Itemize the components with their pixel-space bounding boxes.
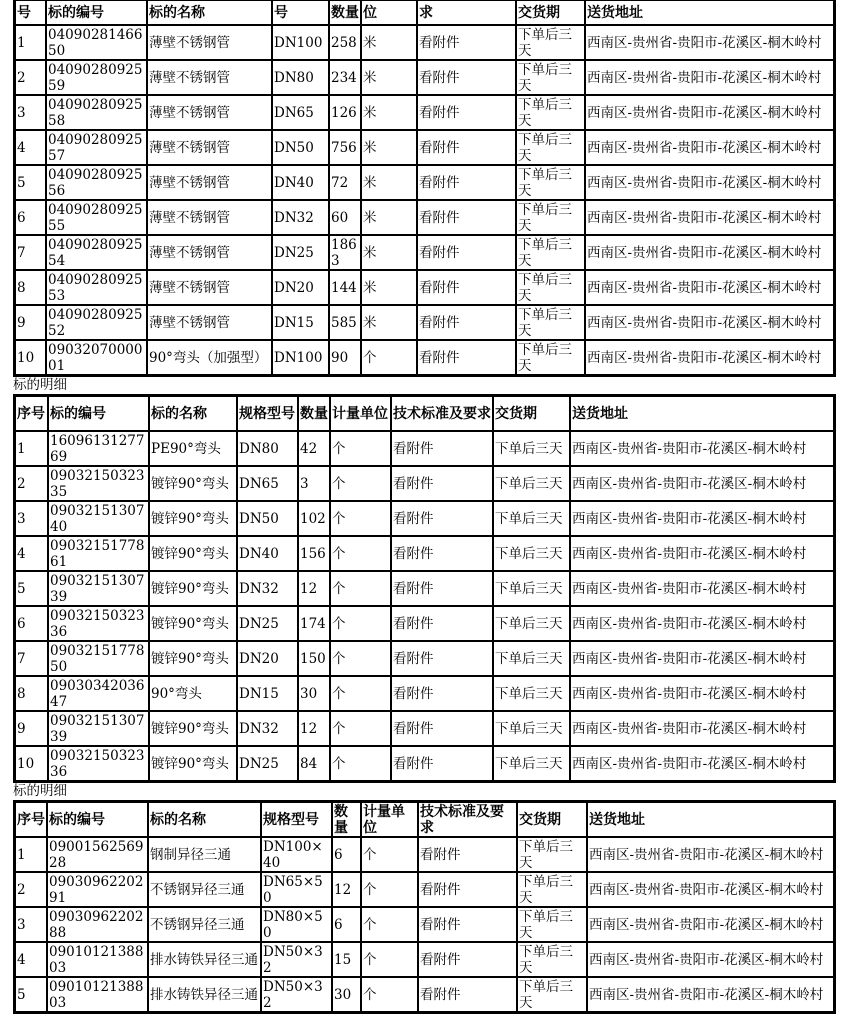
row-number-cell: 2 (15, 872, 47, 907)
item-code-cell: 0903215130740 (48, 501, 149, 536)
row-number-cell: 7 (15, 235, 46, 270)
unit-cell: 米 (361, 165, 417, 200)
table-row (15, 25, 834, 60)
row-number-cell: 10 (15, 340, 46, 375)
spec-model-cell: DN40 (272, 165, 329, 200)
unit-cell: 个 (330, 676, 391, 711)
item-code-cell: 0409028092559 (46, 60, 147, 95)
delivery-period-cell: 下单后三天 (493, 501, 570, 536)
table-row (15, 130, 834, 165)
unit-cell: 米 (361, 305, 417, 340)
delivery-address-cell: 西南区-贵州省-贵阳市-花溪区-桐木岭村 (570, 676, 834, 711)
spec-model-cell: DN80 (237, 431, 298, 466)
spec-model-cell: DN100 (272, 340, 329, 375)
quantity-cell: 174 (298, 606, 330, 641)
spec-model-cell: DN40 (237, 536, 298, 571)
table-row (15, 305, 834, 340)
spec-model-cell: DN65 (237, 466, 298, 501)
section-caption: 标的明细 (13, 377, 67, 393)
row-number-cell: 1 (15, 837, 47, 872)
item-code-cell: 0409028092558 (46, 95, 147, 130)
row-number-cell: 7 (15, 641, 48, 676)
delivery-address-cell: 西南区-贵州省-贵阳市-花溪区-桐木岭村 (585, 95, 834, 130)
spec-model-cell: DN65×50 (261, 872, 332, 907)
unit-cell: 个 (361, 340, 417, 375)
delivery-period-cell: 下单后三天 (516, 165, 585, 200)
detail-table-1 (13, 0, 836, 377)
item-name-cell: 镀锌90°弯头 (149, 501, 237, 536)
delivery-address-cell: 西南区-贵州省-贵阳市-花溪区-桐木岭村 (585, 60, 834, 95)
row-number-cell: 2 (15, 466, 48, 501)
unit-cell: 个 (330, 501, 391, 536)
row-number-cell: 5 (15, 977, 47, 1012)
table-row (15, 501, 834, 536)
item-name-cell: 薄壁不锈钢管 (147, 305, 272, 340)
item-name-cell: 不锈钢异径三通 (148, 872, 261, 907)
row-number-cell: 5 (15, 165, 46, 200)
quantity-cell: 156 (298, 536, 330, 571)
spec-model-cell: DN50 (237, 501, 298, 536)
item-code-cell: 0903096220288 (47, 907, 148, 942)
row-number-cell: 6 (15, 200, 46, 235)
item-code-cell: 0409028092553 (46, 270, 147, 305)
table-header-row (15, 396, 834, 431)
item-code-cell: 0903215130739 (48, 711, 149, 746)
header-cell: 标的编号 (47, 802, 148, 837)
tech-requirement-cell: 看附件 (417, 235, 516, 270)
spec-model-cell: DN32 (272, 200, 329, 235)
delivery-address-cell: 西南区-贵州省-贵阳市-花溪区-桐木岭村 (570, 746, 834, 781)
delivery-address-cell: 西南区-贵州省-贵阳市-花溪区-桐木岭村 (570, 536, 834, 571)
table-row (15, 235, 834, 270)
item-code-cell: 0903096220291 (47, 872, 148, 907)
delivery-address-cell: 西南区-贵州省-贵阳市-花溪区-桐木岭村 (585, 25, 834, 60)
header-cell: 位 (361, 0, 417, 25)
item-name-cell: 薄壁不锈钢管 (147, 165, 272, 200)
tech-requirement-cell: 看附件 (417, 165, 516, 200)
header-cell: 交货期 (493, 396, 570, 431)
item-code-cell: 0903215032336 (48, 746, 149, 781)
item-name-cell: 镀锌90°弯头 (149, 711, 237, 746)
item-name-cell: 镀锌90°弯头 (149, 571, 237, 606)
item-code-cell: 0900156256928 (47, 837, 148, 872)
delivery-address-cell: 西南区-贵州省-贵阳市-花溪区-桐木岭村 (587, 942, 834, 977)
header-cell: 序号 (15, 802, 47, 837)
quantity-cell: 258 (329, 25, 361, 60)
delivery-period-cell: 下单后三天 (493, 536, 570, 571)
quantity-cell: 15 (332, 942, 361, 977)
quantity-cell: 126 (329, 95, 361, 130)
header-cell: 标的名称 (147, 0, 272, 25)
quantity-cell: 90 (329, 340, 361, 375)
delivery-address-cell: 西南区-贵州省-贵阳市-花溪区-桐木岭村 (587, 872, 834, 907)
item-name-cell: 薄壁不锈钢管 (147, 270, 272, 305)
header-cell: 送货地址 (587, 802, 834, 837)
item-name-cell: 90°弯头 (149, 676, 237, 711)
spec-model-cell: DN65 (272, 95, 329, 130)
delivery-period-cell: 下单后三天 (493, 571, 570, 606)
unit-cell: 个 (330, 641, 391, 676)
delivery-address-cell: 西南区-贵州省-贵阳市-花溪区-桐木岭村 (570, 501, 834, 536)
delivery-address-cell: 西南区-贵州省-贵阳市-花溪区-桐木岭村 (570, 571, 834, 606)
unit-cell: 米 (361, 200, 417, 235)
item-name-cell: 镀锌90°弯头 (149, 606, 237, 641)
table-row (15, 270, 834, 305)
item-name-cell: 镀锌90°弯头 (149, 466, 237, 501)
table-row (15, 200, 834, 235)
delivery-period-cell: 下单后三天 (517, 907, 587, 942)
row-number-cell: 8 (15, 270, 46, 305)
table-row (15, 606, 834, 641)
row-number-cell: 3 (15, 95, 46, 130)
header-cell: 计量单位 (361, 802, 418, 837)
delivery-address-cell: 西南区-贵州省-贵阳市-花溪区-桐木岭村 (585, 305, 834, 340)
tech-requirement-cell: 看附件 (391, 431, 493, 466)
header-cell: 计量单位 (330, 396, 391, 431)
item-name-cell: 排水铸铁异径三通 (148, 977, 261, 1012)
unit-cell: 米 (361, 95, 417, 130)
table-row (15, 60, 834, 95)
header-cell: 规格型号 (261, 802, 332, 837)
row-number-cell: 1 (15, 431, 48, 466)
header-cell: 数量 (332, 802, 361, 837)
delivery-address-cell: 西南区-贵州省-贵阳市-花溪区-桐木岭村 (570, 606, 834, 641)
unit-cell: 个 (330, 431, 391, 466)
delivery-period-cell: 下单后三天 (517, 837, 587, 872)
delivery-period-cell: 下单后三天 (516, 270, 585, 305)
unit-cell: 个 (330, 571, 391, 606)
item-name-cell: 镀锌90°弯头 (149, 641, 237, 676)
delivery-period-cell: 下单后三天 (493, 746, 570, 781)
tech-requirement-cell: 看附件 (417, 60, 516, 95)
item-code-cell: 0903215032335 (48, 466, 149, 501)
item-code-cell: 0903215130739 (48, 571, 149, 606)
table-row (15, 676, 834, 711)
table-row (15, 977, 834, 1012)
delivery-period-cell: 下单后三天 (516, 60, 585, 95)
section-caption: 标的明细 (13, 783, 67, 799)
table-row (15, 641, 834, 676)
delivery-address-cell: 西南区-贵州省-贵阳市-花溪区-桐木岭村 (587, 837, 834, 872)
row-number-cell: 4 (15, 942, 47, 977)
header-cell: 数量 (329, 0, 361, 25)
unit-cell: 个 (361, 942, 418, 977)
delivery-address-cell: 西南区-贵州省-贵阳市-花溪区-桐木岭村 (585, 340, 834, 375)
tech-requirement-cell: 看附件 (418, 977, 517, 1012)
tech-requirement-cell: 看附件 (391, 466, 493, 501)
quantity-cell: 12 (298, 711, 330, 746)
tech-requirement-cell: 看附件 (391, 641, 493, 676)
table-row (15, 165, 834, 200)
delivery-period-cell: 下单后三天 (493, 431, 570, 466)
unit-cell: 个 (361, 837, 418, 872)
delivery-address-cell: 西南区-贵州省-贵阳市-花溪区-桐木岭村 (585, 270, 834, 305)
header-cell: 序号 (15, 396, 48, 431)
item-name-cell: 薄壁不锈钢管 (147, 25, 272, 60)
row-number-cell: 9 (15, 305, 46, 340)
spec-model-cell: DN50×32 (261, 942, 332, 977)
table-row (15, 872, 834, 907)
item-code-cell: 0409028092555 (46, 200, 147, 235)
table-row (15, 711, 834, 746)
delivery-address-cell: 西南区-贵州省-贵阳市-花溪区-桐木岭村 (585, 200, 834, 235)
table-row (15, 431, 834, 466)
unit-cell: 米 (361, 130, 417, 165)
spec-model-cell: DN20 (272, 270, 329, 305)
item-code-cell: 0903215177861 (48, 536, 149, 571)
table-body (15, 837, 834, 1012)
row-number-cell: 6 (15, 606, 48, 641)
header-cell: 交货期 (516, 0, 585, 25)
delivery-address-cell: 西南区-贵州省-贵阳市-花溪区-桐木岭村 (585, 165, 834, 200)
row-number-cell: 5 (15, 571, 48, 606)
unit-cell: 个 (330, 536, 391, 571)
quantity-cell: 72 (329, 165, 361, 200)
quantity-cell: 756 (329, 130, 361, 165)
unit-cell: 个 (330, 466, 391, 501)
item-code-cell: 0901012138803 (47, 977, 148, 1012)
delivery-address-cell: 西南区-贵州省-贵阳市-花溪区-桐木岭村 (570, 431, 834, 466)
unit-cell: 个 (361, 872, 418, 907)
delivery-period-cell: 下单后三天 (493, 711, 570, 746)
delivery-period-cell: 下单后三天 (493, 466, 570, 501)
table-body (15, 431, 834, 781)
tech-requirement-cell: 看附件 (417, 130, 516, 165)
quantity-cell: 234 (329, 60, 361, 95)
table-row (15, 942, 834, 977)
item-name-cell: 不锈钢异径三通 (148, 907, 261, 942)
delivery-period-cell: 下单后三天 (517, 872, 587, 907)
quantity-cell: 84 (298, 746, 330, 781)
tech-requirement-cell: 看附件 (417, 200, 516, 235)
row-number-cell: 4 (15, 536, 48, 571)
header-cell: 标的名称 (148, 802, 261, 837)
delivery-period-cell: 下单后三天 (493, 676, 570, 711)
quantity-cell: 42 (298, 431, 330, 466)
item-code-cell: 1609613127769 (48, 431, 149, 466)
row-number-cell: 10 (15, 746, 48, 781)
table-row (15, 340, 834, 375)
unit-cell: 米 (361, 270, 417, 305)
spec-model-cell: DN20 (237, 641, 298, 676)
item-name-cell: 薄壁不锈钢管 (147, 95, 272, 130)
quantity-cell: 12 (332, 872, 361, 907)
spec-model-cell: DN100 (272, 25, 329, 60)
item-name-cell: PE90°弯头 (149, 431, 237, 466)
item-name-cell: 薄壁不锈钢管 (147, 130, 272, 165)
tech-requirement-cell: 看附件 (418, 872, 517, 907)
spec-model-cell: DN15 (237, 676, 298, 711)
delivery-period-cell: 下单后三天 (493, 641, 570, 676)
spec-model-cell: DN25 (237, 746, 298, 781)
delivery-address-cell: 西南区-贵州省-贵阳市-花溪区-桐木岭村 (585, 130, 834, 165)
delivery-period-cell: 下单后三天 (516, 340, 585, 375)
quantity-cell: 144 (329, 270, 361, 305)
unit-cell: 米 (361, 60, 417, 95)
table-row (15, 536, 834, 571)
delivery-period-cell: 下单后三天 (516, 305, 585, 340)
tech-requirement-cell: 看附件 (391, 746, 493, 781)
table-row (15, 466, 834, 501)
spec-model-cell: DN50 (272, 130, 329, 165)
tech-requirement-cell: 看附件 (391, 501, 493, 536)
item-name-cell: 钢制异径三通 (148, 837, 261, 872)
spec-model-cell: DN80×50 (261, 907, 332, 942)
delivery-address-cell: 西南区-贵州省-贵阳市-花溪区-桐木岭村 (570, 711, 834, 746)
unit-cell: 个 (330, 746, 391, 781)
item-code-cell: 0901012138803 (47, 942, 148, 977)
delivery-period-cell: 下单后三天 (517, 977, 587, 1012)
unit-cell: 个 (361, 907, 418, 942)
tech-requirement-cell: 看附件 (418, 942, 517, 977)
spec-model-cell: DN80 (272, 60, 329, 95)
delivery-period-cell: 下单后三天 (493, 606, 570, 641)
item-code-cell: 0409028092556 (46, 165, 147, 200)
delivery-period-cell: 下单后三天 (516, 95, 585, 130)
item-code-cell: 0903215032336 (48, 606, 149, 641)
spec-model-cell: DN25 (237, 606, 298, 641)
quantity-cell: 12 (298, 571, 330, 606)
tech-requirement-cell: 看附件 (391, 711, 493, 746)
quantity-cell: 6 (332, 837, 361, 872)
item-name-cell: 薄壁不锈钢管 (147, 235, 272, 270)
spec-model-cell: DN100×40 (261, 837, 332, 872)
table-row (15, 907, 834, 942)
table-header-row (15, 802, 834, 837)
quantity-cell: 30 (298, 676, 330, 711)
quantity-cell: 3 (298, 466, 330, 501)
item-name-cell: 薄壁不锈钢管 (147, 60, 272, 95)
tech-requirement-cell: 看附件 (417, 95, 516, 130)
quantity-cell: 6 (332, 907, 361, 942)
tech-requirement-cell: 看附件 (418, 907, 517, 942)
spec-model-cell: DN32 (237, 711, 298, 746)
header-cell: 标的编号 (46, 0, 147, 25)
item-code-cell: 0903215177850 (48, 641, 149, 676)
delivery-address-cell: 西南区-贵州省-贵阳市-花溪区-桐木岭村 (570, 466, 834, 501)
table-row (15, 746, 834, 781)
item-code-cell: 0409028146650 (46, 25, 147, 60)
unit-cell: 米 (361, 25, 417, 60)
row-number-cell: 4 (15, 130, 46, 165)
table-row (15, 95, 834, 130)
table-body (15, 25, 834, 375)
table-row (15, 571, 834, 606)
item-code-cell: 0409028092557 (46, 130, 147, 165)
quantity-cell: 102 (298, 501, 330, 536)
header-cell: 数量 (298, 396, 330, 431)
tech-requirement-cell: 看附件 (391, 571, 493, 606)
quantity-cell: 585 (329, 305, 361, 340)
unit-cell: 个 (330, 711, 391, 746)
quantity-cell: 1863 (329, 235, 361, 270)
header-cell: 送货地址 (570, 396, 834, 431)
header-cell: 送货地址 (585, 0, 834, 25)
item-name-cell: 薄壁不锈钢管 (147, 200, 272, 235)
item-name-cell: 镀锌90°弯头 (149, 746, 237, 781)
header-cell: 技术标准及要求 (418, 802, 517, 837)
delivery-period-cell: 下单后三天 (516, 130, 585, 165)
delivery-period-cell: 下单后三天 (517, 942, 587, 977)
item-code-cell: 0903034203647 (48, 676, 149, 711)
tech-requirement-cell: 看附件 (391, 676, 493, 711)
spec-model-cell: DN15 (272, 305, 329, 340)
tech-requirement-cell: 看附件 (418, 837, 517, 872)
tech-requirement-cell: 看附件 (417, 270, 516, 305)
header-cell: 技术标准及要求 (391, 396, 493, 431)
tech-requirement-cell: 看附件 (391, 606, 493, 641)
item-code-cell: 0903207000001 (46, 340, 147, 375)
row-number-cell: 3 (15, 907, 47, 942)
item-name-cell: 90°弯头（加强型） (147, 340, 272, 375)
unit-cell: 个 (361, 977, 418, 1012)
row-number-cell: 3 (15, 501, 48, 536)
header-cell: 标的编号 (48, 396, 149, 431)
table-header-row (15, 0, 834, 25)
tech-requirement-cell: 看附件 (417, 340, 516, 375)
header-cell: 标的名称 (149, 396, 237, 431)
table-row (15, 837, 834, 872)
spec-model-cell: DN32 (237, 571, 298, 606)
item-name-cell: 排水铸铁异径三通 (148, 942, 261, 977)
delivery-period-cell: 下单后三天 (516, 25, 585, 60)
delivery-address-cell: 西南区-贵州省-贵阳市-花溪区-桐木岭村 (570, 641, 834, 676)
row-number-cell: 1 (15, 25, 46, 60)
header-cell: 号 (15, 0, 46, 25)
detail-table-3 (13, 800, 836, 1014)
header-cell: 规格型号 (237, 396, 298, 431)
delivery-period-cell: 下单后三天 (516, 200, 585, 235)
document-body (13, 0, 836, 1014)
quantity-cell: 60 (329, 200, 361, 235)
quantity-cell: 150 (298, 641, 330, 676)
item-name-cell: 镀锌90°弯头 (149, 536, 237, 571)
delivery-address-cell: 西南区-贵州省-贵阳市-花溪区-桐木岭村 (585, 235, 834, 270)
tech-requirement-cell: 看附件 (417, 25, 516, 60)
delivery-address-cell: 西南区-贵州省-贵阳市-花溪区-桐木岭村 (587, 907, 834, 942)
tech-requirement-cell: 看附件 (391, 536, 493, 571)
quantity-cell: 30 (332, 977, 361, 1012)
unit-cell: 个 (330, 606, 391, 641)
header-cell: 求 (417, 0, 516, 25)
detail-table-2 (13, 394, 836, 783)
spec-model-cell: DN50×32 (261, 977, 332, 1012)
tech-requirement-cell: 看附件 (417, 305, 516, 340)
item-code-cell: 0409028092552 (46, 305, 147, 340)
item-code-cell: 0409028092554 (46, 235, 147, 270)
header-cell: 号 (272, 0, 329, 25)
row-number-cell: 9 (15, 711, 48, 746)
unit-cell: 米 (361, 235, 417, 270)
spec-model-cell: DN25 (272, 235, 329, 270)
header-cell: 交货期 (517, 802, 587, 837)
delivery-period-cell: 下单后三天 (516, 235, 585, 270)
delivery-address-cell: 西南区-贵州省-贵阳市-花溪区-桐木岭村 (587, 977, 834, 1012)
row-number-cell: 8 (15, 676, 48, 711)
row-number-cell: 2 (15, 60, 46, 95)
